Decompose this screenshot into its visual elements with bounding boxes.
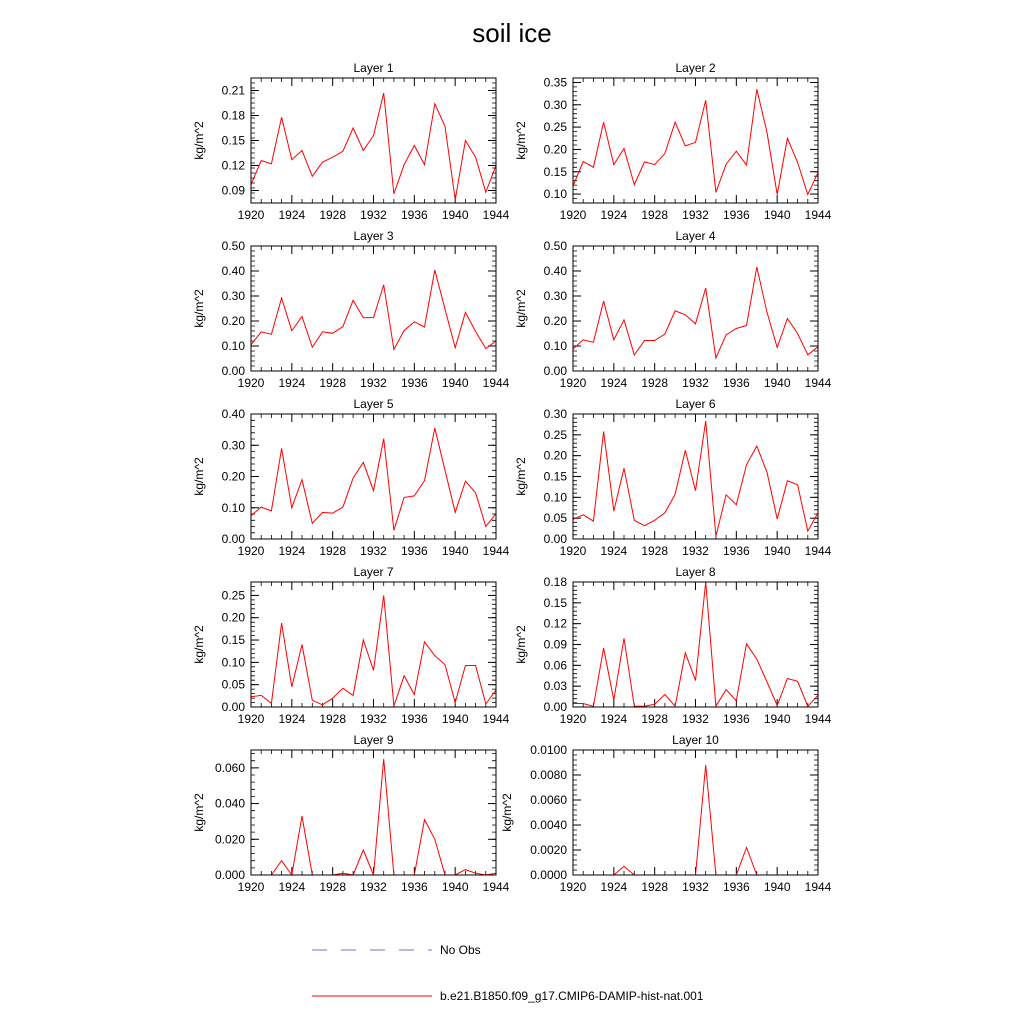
plot-frame bbox=[573, 750, 818, 875]
y-tick-label: 0.0080 bbox=[530, 768, 567, 782]
x-tick-label: 1940 bbox=[441, 208, 469, 222]
x-tick-label: 1924 bbox=[600, 544, 628, 558]
x-tick-label: 1928 bbox=[641, 376, 669, 390]
y-tick-label: 0.0060 bbox=[530, 793, 567, 807]
panel-title: Layer 10 bbox=[672, 733, 719, 747]
y-tick-label: 0.30 bbox=[543, 407, 567, 421]
y-tick-label: 0.21 bbox=[221, 83, 245, 98]
y-tick-label: 0.05 bbox=[221, 677, 245, 692]
series-line-layer-1 bbox=[251, 93, 496, 200]
panel-title: Layer 3 bbox=[353, 229, 394, 243]
y-tick-label: 0.25 bbox=[543, 427, 567, 442]
y-tick-label: 0.10 bbox=[543, 339, 567, 353]
x-tick-label: 1920 bbox=[559, 208, 587, 222]
panel-title: Layer 4 bbox=[675, 229, 716, 243]
y-tick-label: 0.0100 bbox=[530, 743, 567, 757]
y-tick-label: 0.15 bbox=[543, 164, 567, 179]
y-axis-label: kg/m^2 bbox=[514, 121, 528, 160]
y-tick-label: 0.15 bbox=[221, 133, 245, 148]
x-tick-label: 1924 bbox=[278, 544, 306, 558]
y-tick-label: 0.15 bbox=[543, 595, 567, 610]
y-tick-label: 0.06 bbox=[543, 658, 567, 673]
minor-ticks bbox=[251, 414, 496, 539]
y-tick-label: 0.10 bbox=[221, 655, 245, 670]
panel-layer-8 bbox=[514, 565, 832, 726]
y-tick-label: 0.20 bbox=[221, 610, 245, 625]
x-tick-label: 1920 bbox=[237, 544, 265, 558]
x-tick-label: 1940 bbox=[441, 880, 469, 894]
y-tick-label: 0.30 bbox=[221, 438, 245, 453]
y-tick-label: 0.10 bbox=[543, 490, 567, 505]
x-tick-label: 1940 bbox=[763, 208, 791, 222]
y-tick-label: 0.30 bbox=[221, 289, 245, 303]
x-tick-label: 1924 bbox=[600, 376, 628, 390]
x-tick-label: 1920 bbox=[237, 208, 265, 222]
y-tick-label: 0.020 bbox=[214, 832, 245, 847]
y-axis-label: kg/m^2 bbox=[192, 793, 206, 832]
x-tick-label: 1932 bbox=[360, 208, 387, 222]
y-tick-label: 0.00 bbox=[543, 700, 567, 714]
y-tick-label: 0.0040 bbox=[530, 818, 567, 832]
x-tick-label: 1944 bbox=[482, 208, 510, 222]
x-tick-label: 1940 bbox=[763, 544, 791, 558]
x-tick-label: 1944 bbox=[482, 376, 510, 390]
y-tick-label: 0.30 bbox=[543, 97, 567, 112]
panel-grid bbox=[192, 61, 832, 894]
x-tick-label: 1924 bbox=[600, 880, 628, 894]
x-tick-label: 1940 bbox=[763, 712, 791, 726]
y-axis-label: kg/m^2 bbox=[500, 793, 514, 832]
minor-ticks bbox=[251, 78, 496, 203]
y-tick-label: 0.18 bbox=[221, 108, 245, 123]
y-tick-label: 0.50 bbox=[221, 239, 245, 253]
x-tick-label: 1932 bbox=[682, 544, 709, 558]
y-tick-label: 0.20 bbox=[221, 314, 245, 328]
x-tick-label: 1940 bbox=[763, 880, 791, 894]
y-axis-label: kg/m^2 bbox=[514, 289, 528, 328]
x-tick-label: 1944 bbox=[482, 880, 510, 894]
y-axis-label: kg/m^2 bbox=[192, 625, 206, 664]
y-tick-label: 0.18 bbox=[543, 575, 567, 589]
x-tick-label: 1936 bbox=[400, 544, 428, 558]
y-axis-label: kg/m^2 bbox=[192, 121, 206, 160]
y-tick-label: 0.20 bbox=[543, 314, 567, 328]
x-tick-label: 1936 bbox=[400, 208, 428, 222]
panel-title: Layer 8 bbox=[675, 565, 716, 579]
y-tick-label: 0.40 bbox=[543, 264, 567, 278]
x-tick-label: 1936 bbox=[400, 376, 428, 390]
y-tick-label: 0.40 bbox=[221, 407, 245, 421]
x-tick-label: 1932 bbox=[360, 376, 387, 390]
x-tick-label: 1920 bbox=[559, 880, 587, 894]
y-tick-label: 0.50 bbox=[543, 239, 567, 253]
series-line-layer-6 bbox=[573, 421, 818, 536]
plot-frame bbox=[251, 750, 496, 875]
x-tick-label: 1924 bbox=[278, 208, 306, 222]
panel-layer-3 bbox=[192, 229, 510, 390]
y-axis-label: kg/m^2 bbox=[192, 289, 206, 328]
x-tick-label: 1924 bbox=[278, 376, 306, 390]
x-tick-label: 1920 bbox=[559, 376, 587, 390]
minor-ticks bbox=[573, 582, 818, 707]
x-tick-label: 1940 bbox=[441, 712, 469, 726]
x-tick-label: 1920 bbox=[237, 376, 265, 390]
panel-layer-1 bbox=[192, 61, 510, 222]
y-tick-label: 0.10 bbox=[543, 187, 567, 202]
y-tick-label: 0.10 bbox=[221, 500, 245, 515]
x-tick-label: 1944 bbox=[482, 544, 510, 558]
panel-layer-10 bbox=[500, 733, 832, 894]
x-tick-label: 1940 bbox=[441, 544, 469, 558]
y-tick-label: 0.12 bbox=[221, 158, 245, 173]
minor-ticks bbox=[251, 750, 496, 875]
x-tick-label: 1928 bbox=[641, 880, 669, 894]
legend-model-label: b.e21.B1850.f09_g17.CMIP6-DAMIP-hist-nat.001 bbox=[440, 989, 704, 1003]
x-tick-label: 1920 bbox=[237, 880, 265, 894]
x-tick-label: 1924 bbox=[278, 712, 306, 726]
y-tick-label: 0.00 bbox=[221, 532, 245, 546]
panel-layer-7 bbox=[192, 565, 510, 726]
y-tick-label: 0.000 bbox=[214, 868, 245, 882]
x-tick-label: 1928 bbox=[319, 712, 347, 726]
panel-layer-5 bbox=[192, 397, 510, 558]
x-tick-label: 1936 bbox=[722, 544, 750, 558]
x-tick-label: 1944 bbox=[804, 544, 832, 558]
panel-title: Layer 7 bbox=[353, 565, 394, 579]
panel-title: Layer 1 bbox=[353, 61, 394, 75]
figure-title: soil ice bbox=[472, 18, 552, 48]
y-tick-label: 0.25 bbox=[543, 120, 567, 135]
panel-title: Layer 5 bbox=[353, 397, 394, 411]
plot-frame bbox=[573, 246, 818, 371]
y-tick-label: 0.30 bbox=[543, 289, 567, 303]
x-tick-label: 1928 bbox=[319, 544, 347, 558]
y-tick-label: 0.10 bbox=[221, 339, 245, 353]
panel-title: Layer 6 bbox=[675, 397, 716, 411]
minor-ticks bbox=[573, 246, 818, 371]
minor-ticks bbox=[251, 246, 496, 371]
x-tick-label: 1936 bbox=[722, 712, 750, 726]
plot-frame bbox=[573, 582, 818, 707]
x-tick-label: 1944 bbox=[804, 208, 832, 222]
y-tick-label: 0.40 bbox=[221, 264, 245, 278]
x-tick-label: 1928 bbox=[641, 544, 669, 558]
x-tick-label: 1944 bbox=[482, 712, 510, 726]
x-tick-label: 1920 bbox=[559, 544, 587, 558]
x-tick-label: 1928 bbox=[319, 208, 347, 222]
x-tick-label: 1924 bbox=[278, 880, 306, 894]
y-tick-label: 0.25 bbox=[221, 588, 245, 603]
panel-title: Layer 2 bbox=[675, 61, 716, 75]
x-tick-label: 1936 bbox=[722, 880, 750, 894]
y-tick-label: 0.09 bbox=[221, 183, 245, 198]
panel-title: Layer 9 bbox=[353, 733, 394, 747]
x-tick-label: 1940 bbox=[763, 376, 791, 390]
legend bbox=[312, 943, 704, 1003]
plot-frame bbox=[251, 414, 496, 539]
series-line-layer-7 bbox=[251, 595, 496, 706]
x-tick-label: 1932 bbox=[682, 208, 709, 222]
x-tick-label: 1944 bbox=[804, 376, 832, 390]
x-tick-label: 1936 bbox=[400, 880, 428, 894]
x-tick-label: 1944 bbox=[804, 880, 832, 894]
x-tick-label: 1928 bbox=[641, 208, 669, 222]
y-tick-label: 0.00 bbox=[543, 532, 567, 546]
y-tick-label: 0.060 bbox=[214, 760, 245, 775]
y-tick-label: 0.15 bbox=[543, 469, 567, 484]
y-tick-label: 0.35 bbox=[543, 75, 567, 90]
x-tick-label: 1932 bbox=[682, 376, 709, 390]
panel-layer-6 bbox=[514, 397, 832, 558]
x-tick-label: 1936 bbox=[722, 376, 750, 390]
y-tick-label: 0.0020 bbox=[530, 843, 567, 857]
y-tick-label: 0.09 bbox=[543, 637, 567, 652]
panel-layer-4 bbox=[514, 229, 832, 390]
series-line-layer-10 bbox=[573, 765, 818, 875]
y-tick-label: 0.20 bbox=[543, 448, 567, 463]
x-tick-label: 1928 bbox=[319, 880, 347, 894]
x-tick-label: 1944 bbox=[804, 712, 832, 726]
y-tick-label: 0.03 bbox=[543, 679, 567, 694]
minor-ticks bbox=[573, 750, 818, 875]
x-tick-label: 1924 bbox=[600, 712, 628, 726]
plot-frame bbox=[251, 78, 496, 203]
x-tick-label: 1928 bbox=[641, 712, 669, 726]
series-line-layer-4 bbox=[573, 267, 818, 358]
y-tick-label: 0.05 bbox=[543, 511, 567, 526]
x-tick-label: 1940 bbox=[441, 376, 469, 390]
series-line-layer-3 bbox=[251, 270, 496, 350]
x-tick-label: 1920 bbox=[559, 712, 587, 726]
y-tick-label: 0.20 bbox=[543, 142, 567, 157]
x-tick-label: 1932 bbox=[360, 880, 387, 894]
x-tick-label: 1924 bbox=[600, 208, 628, 222]
series-line-layer-9 bbox=[251, 759, 496, 875]
y-tick-label: 0.00 bbox=[543, 364, 567, 378]
x-tick-label: 1932 bbox=[360, 712, 387, 726]
x-tick-label: 1936 bbox=[400, 712, 428, 726]
y-tick-label: 0.0000 bbox=[530, 868, 567, 882]
y-tick-label: 0.00 bbox=[221, 700, 245, 714]
x-tick-label: 1928 bbox=[319, 376, 347, 390]
y-axis-label: kg/m^2 bbox=[192, 457, 206, 496]
panel-layer-9 bbox=[192, 733, 510, 894]
plot-frame bbox=[251, 246, 496, 371]
y-tick-label: 0.15 bbox=[221, 633, 245, 648]
y-tick-label: 0.20 bbox=[221, 469, 245, 484]
x-tick-label: 1932 bbox=[360, 544, 387, 558]
series-line-layer-5 bbox=[251, 428, 496, 530]
panel-layer-2 bbox=[514, 61, 832, 222]
y-axis-label: kg/m^2 bbox=[514, 625, 528, 664]
series-line-layer-2 bbox=[573, 89, 818, 194]
x-tick-label: 1932 bbox=[682, 712, 709, 726]
y-axis-label: kg/m^2 bbox=[514, 457, 528, 496]
legend-no-obs-label: No Obs bbox=[440, 943, 481, 957]
y-tick-label: 0.040 bbox=[214, 796, 245, 811]
x-tick-label: 1932 bbox=[682, 880, 709, 894]
x-tick-label: 1936 bbox=[722, 208, 750, 222]
y-tick-label: 0.00 bbox=[221, 364, 245, 378]
x-tick-label: 1920 bbox=[237, 712, 265, 726]
y-tick-label: 0.12 bbox=[543, 616, 567, 631]
series-line-layer-8 bbox=[573, 582, 818, 706]
